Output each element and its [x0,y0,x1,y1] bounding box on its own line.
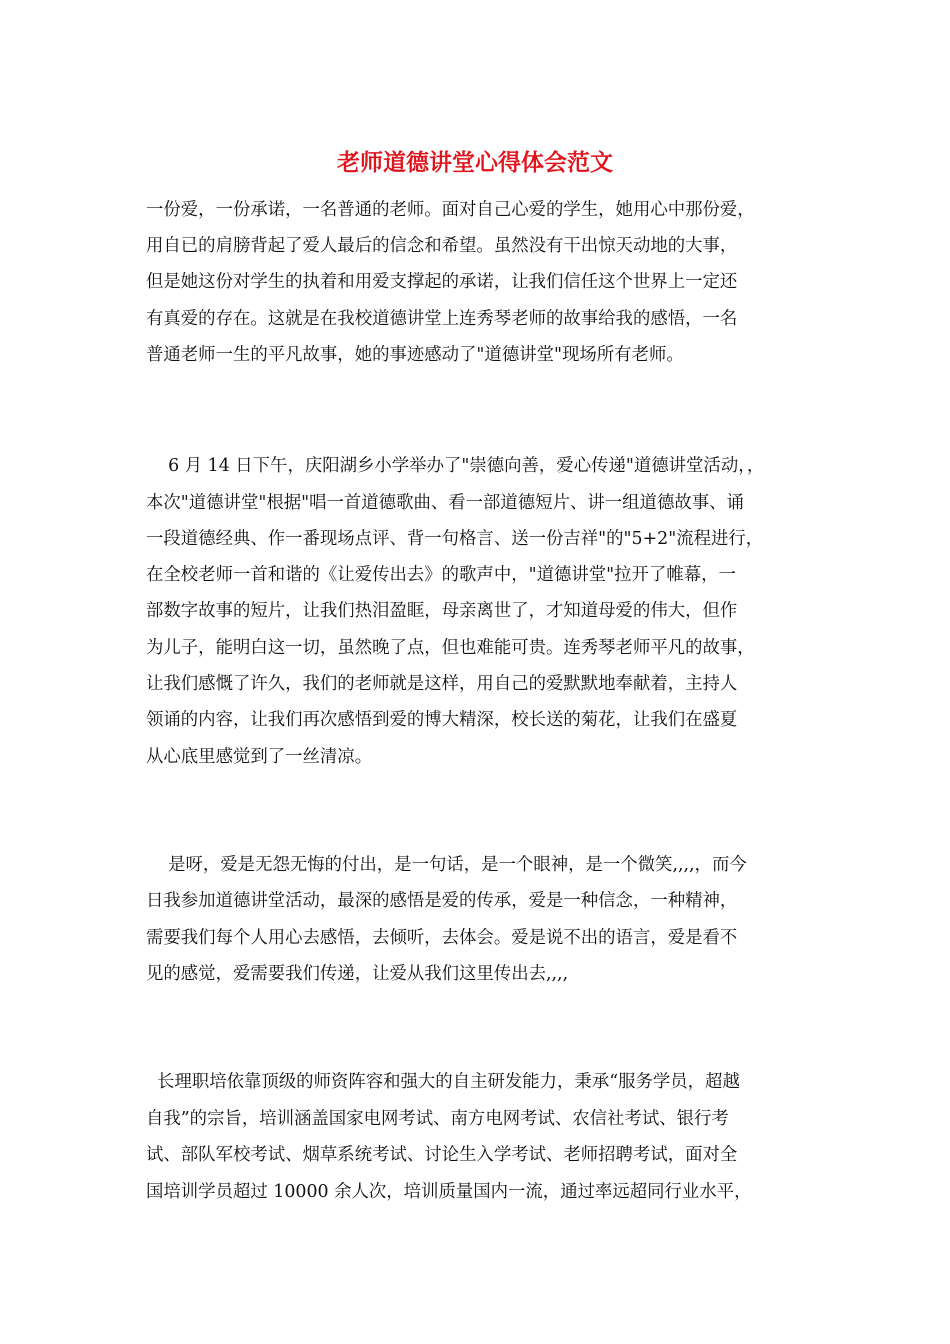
text-line: 但是她这份对学生的执着和用爱支撑起的承诺，让我们信任这个世界上一定还 [146,272,738,292]
text-line: 有真爱的存在。这就是在我校道德讲堂上连秀琴老师的故事给我的感悟，一名 [146,309,738,329]
text-line: 日我参加道德讲堂活动，最深的感悟是爱的传承，爱是一种信念，一种精神， [146,891,738,911]
text-line: 自我”的宗旨，培训涵盖国家电网考试、南方电网考试、农信社考试、银行考 [146,1109,729,1129]
text-line: 见的感觉，爱需要我们传递，让爱从我们这里传出去,,,, [146,964,569,984]
text-line: 为儿子，能明白这一切，虽然晚了点，但也难能可贵。连秀琴老师平凡的故事， [146,638,755,658]
text-line: 让我们感慨了许久，我们的老师就是这样，用自己的爱默默地奉献着，主持人 [146,674,738,694]
text-line: 用自已的肩膀背起了爱人最后的信念和希望。虽然没有干出惊天动地的大事， [146,236,738,256]
text-line: 6 月 14 日下午，庆阳湖乡小学举办了"崇德向善，爱心传递"道德讲堂活动，， [146,456,765,476]
text-line: 是呀，爱是无怨无悔的付出，是一句话，是一个眼神，是一个微笑,,,,，而今 [146,855,747,875]
text-line: 普通老师一生的平凡故事，她的事迹感动了"道德讲堂"现场所有老师。 [146,345,684,365]
text-line: 一份爱，一份承诺，一名普通的老师。面对自己心爱的学生，她用心中那份爱， [146,200,755,220]
text-line: 部数字故事的短片，让我们热泪盈眶，母亲离世了，才知道母爱的伟大，但作 [146,601,738,621]
text-line: 领诵的内容，让我们再次感悟到爱的博大精深，校长送的菊花，让我们在盛夏 [146,710,738,730]
text-line: 一段道德经典、作一番现场点评、背一句格言、送一份吉祥"的"5+2"流程进行， [146,529,764,549]
text-line: 试、部队军校考试、烟草系统考试、讨论生入学考试、老师招聘考试，面对全 [146,1145,738,1165]
text-line: 需要我们每个人用心去感悟，去倾听，去体会。爱是说不出的语言，爱是看不 [146,928,738,948]
text-line: 国培训学员超过 10000 余人次，培训质量国内一流，通过率远超同行业水平， [146,1182,752,1202]
document-title: 老师道德讲堂心得体会范文 [337,150,613,176]
text-line: 本次"道德讲堂"根据"唱一首道德歌曲、看一部道德短片、讲一组道德故事、诵 [146,493,744,513]
text-line: 长理职培依靠顶级的师资阵容和强大的自主研发能力，秉承“服务学员，超越 [146,1072,740,1092]
text-line: 从心底里感觉到了一丝清凉。 [146,747,373,767]
text-line: 在全校老师一首和谐的《让爱传出去》的歌声中，"道德讲堂"拉开了帷幕，一 [146,565,736,585]
